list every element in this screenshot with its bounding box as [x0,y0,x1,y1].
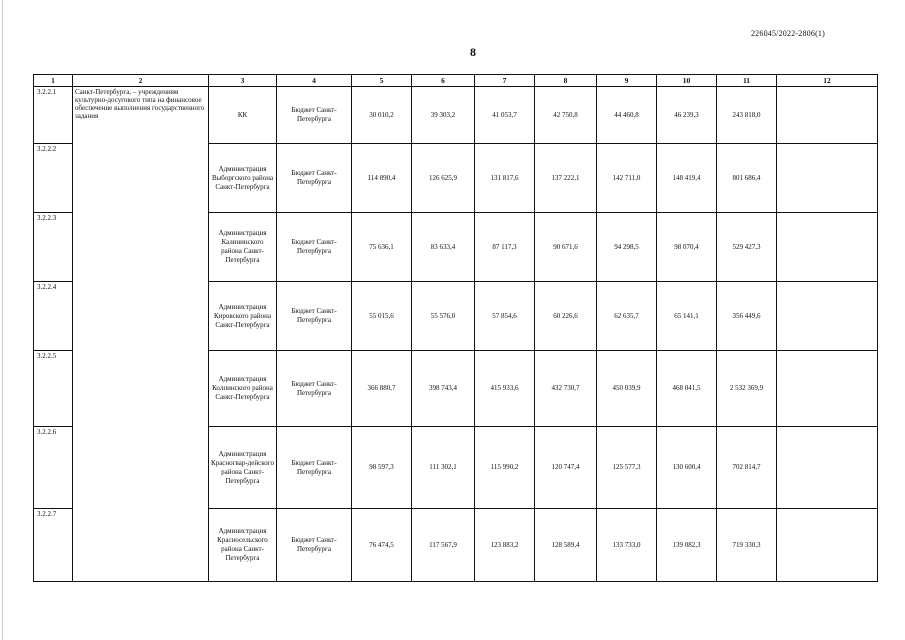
row-code: 3.2.2.7 [34,509,73,582]
total-cell: 702 814,7 [717,427,777,509]
value-cell: 62 635,7 [597,282,657,351]
source-cell: Бюджет Санкт-Петербурга [277,87,352,144]
header-cell: 11 [717,75,777,87]
header-cell: 6 [412,75,475,87]
value-cell: 432 730,7 [535,351,597,427]
row-code: 3.2.2.3 [34,213,73,282]
row-code: 3.2.2.2 [34,144,73,213]
value-cell: 133 733,0 [597,509,657,582]
total-cell: 356 449,6 [717,282,777,351]
header-cell: 7 [475,75,535,87]
scan-edge-line [2,0,3,640]
total-cell: 719 330,3 [717,509,777,582]
source-cell: Бюджет Санкт-Петербурга [277,144,352,213]
recipient-cell: Администрация Кировского района Санкт-Петербурга [209,282,277,351]
value-cell: 41 053,7 [475,87,535,144]
source-cell: Бюджет Санкт-Петербурга [277,509,352,582]
row-code: 3.2.2.5 [34,351,73,427]
value-cell: 30 010,2 [352,87,412,144]
value-cell: 120 747,4 [535,427,597,509]
value-cell: 55 576,0 [412,282,475,351]
row-code: 3.2.2.1 [34,87,73,144]
value-cell: 114 890,4 [352,144,412,213]
total-cell: 2 532 369,9 [717,351,777,427]
budget-table [33,74,878,582]
empty-cell [777,282,878,351]
recipient-cell: Администрация Выборгского района Санкт-Петербурга [209,144,277,213]
value-cell: 131 817,6 [475,144,535,213]
value-cell: 98 597,3 [352,427,412,509]
value-cell: 60 226,6 [535,282,597,351]
value-cell: 76 474,5 [352,509,412,582]
empty-cell [777,213,878,282]
value-cell: 90 671,6 [535,213,597,282]
value-cell: 42 750,8 [535,87,597,144]
empty-cell [777,144,878,213]
value-cell: 46 239,3 [657,87,717,144]
value-cell: 117 567,9 [412,509,475,582]
description-cell: Санкт-Петербурга, – учреждениям культурно-досугового типа на финансовое обеспечение выполнения государственного задания [73,87,209,582]
value-cell: 415 933,6 [475,351,535,427]
header-cell: 4 [277,75,352,87]
value-cell: 94 298,5 [597,213,657,282]
header-cell: 10 [657,75,717,87]
value-cell: 137 222,1 [535,144,597,213]
empty-cell [777,87,878,144]
value-cell: 468 041,5 [657,351,717,427]
total-cell: 529 427,3 [717,213,777,282]
value-cell: 39 303,2 [412,87,475,144]
recipient-cell: Администрация Красносельского района Санкт-Петербурга [209,509,277,582]
recipient-cell: Администрация Красногвар-дейского района Санкт-Петербурга [209,427,277,509]
source-cell: Бюджет Санкт-Петербурга [277,427,352,509]
value-cell: 125 577,3 [597,427,657,509]
value-cell: 87 117,3 [475,213,535,282]
source-cell: Бюджет Санкт-Петербурга [277,282,352,351]
value-cell: 142 711,0 [597,144,657,213]
value-cell: 57 854,6 [475,282,535,351]
value-cell: 123 883,2 [475,509,535,582]
value-cell: 126 625,9 [412,144,475,213]
empty-cell [777,509,878,582]
value-cell: 44 460,8 [597,87,657,144]
recipient-cell: Администрация Калининского района Санкт-Петербурга [209,213,277,282]
value-cell: 111 302,1 [412,427,475,509]
header-cell: 9 [597,75,657,87]
row-code: 3.2.2.4 [34,282,73,351]
header-cell: 8 [535,75,597,87]
recipient-cell: Администрация Колпинского района Санкт-Петербурга [209,351,277,427]
header-cell: 5 [352,75,412,87]
value-cell: 75 636,1 [352,213,412,282]
document-id: 226045/2022-2806(1) [750,29,825,38]
value-cell: 98 070,4 [657,213,717,282]
value-cell: 139 082,3 [657,509,717,582]
total-cell: 243 818,0 [717,87,777,144]
value-cell: 65 141,1 [657,282,717,351]
table-row [34,87,878,144]
value-cell: 130 600,4 [657,427,717,509]
page-number: 8 [470,45,476,59]
empty-cell [777,351,878,427]
header-cell: 3 [209,75,277,87]
source-cell: Бюджет Санкт-Петербурга [277,213,352,282]
header-cell: 1 [34,75,73,87]
value-cell: 398 743,4 [412,351,475,427]
header-cell: 12 [777,75,878,87]
value-cell: 148 419,4 [657,144,717,213]
value-cell: 450 039,9 [597,351,657,427]
value-cell: 55 015,6 [352,282,412,351]
value-cell: 83 633,4 [412,213,475,282]
header-row [34,75,878,87]
header-cell: 2 [73,75,209,87]
source-cell: Бюджет Санкт-Петербурга [277,351,352,427]
value-cell: 366 880,7 [352,351,412,427]
value-cell: 128 589,4 [535,509,597,582]
value-cell: 115 990,2 [475,427,535,509]
total-cell: 801 686,4 [717,144,777,213]
row-code: 3.2.2.6 [34,427,73,509]
empty-cell [777,427,878,509]
recipient-cell: КК [209,87,277,144]
